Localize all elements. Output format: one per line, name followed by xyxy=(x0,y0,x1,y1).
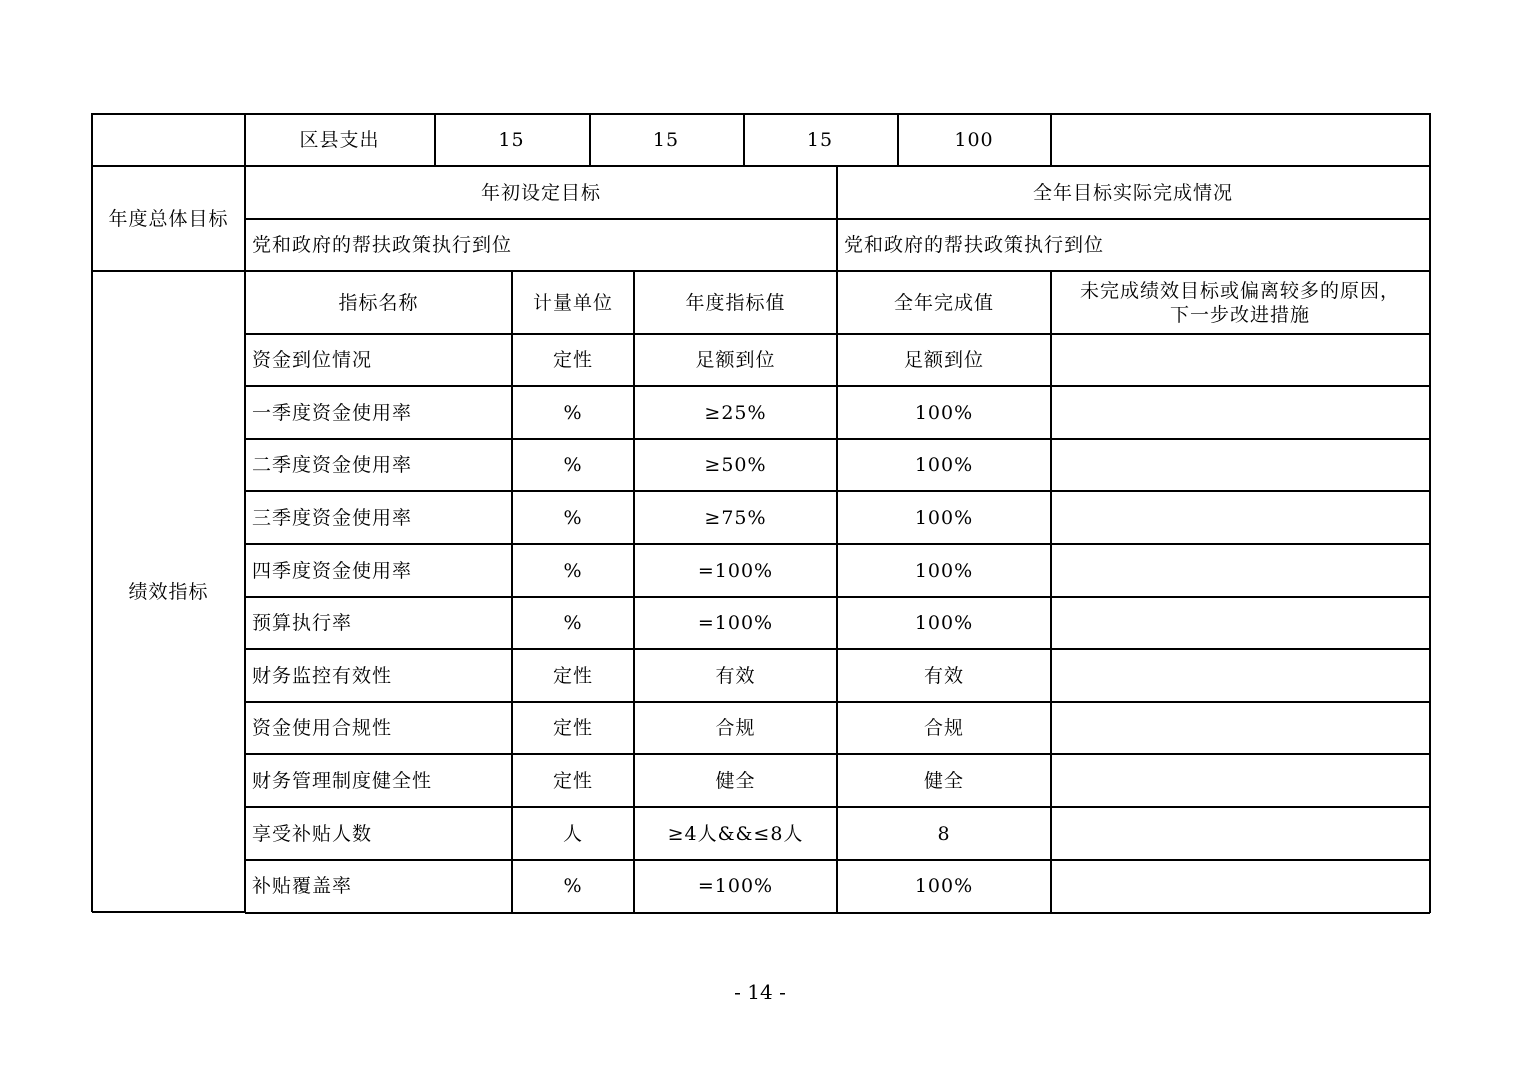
indicator-target: ≥50% xyxy=(704,454,767,476)
grid-line xyxy=(1050,113,1052,166)
indicator-target: =100% xyxy=(697,559,774,582)
annual-goal-label: 年度总体目标 xyxy=(108,207,229,230)
indicator-name: 资金到位情况 xyxy=(252,349,373,371)
indicator-done: 100% xyxy=(914,506,974,529)
indicator-reason xyxy=(1051,807,1429,860)
qx-value-2: 15 xyxy=(652,129,680,151)
indicator-done: 足额到位 xyxy=(903,349,984,371)
grid-line xyxy=(245,753,1430,755)
indicator-done: 100% xyxy=(914,454,974,476)
indicator-target: 健全 xyxy=(715,769,756,792)
indicator-unit: % xyxy=(563,559,583,582)
performance-label: 绩效指标 xyxy=(128,580,209,603)
header-reason xyxy=(1051,271,1429,334)
grid-line xyxy=(92,911,245,913)
indicator-done: 100% xyxy=(914,875,974,897)
grid-line xyxy=(92,165,1430,167)
indicator-target: ≥75% xyxy=(704,506,767,529)
indicator-reason xyxy=(1051,386,1429,439)
grid-line xyxy=(245,701,1430,703)
indicator-name: 补贴覆盖率 xyxy=(252,875,353,897)
indicator-done: 合规 xyxy=(923,717,964,739)
indicator-name: 预算执行率 xyxy=(252,612,353,634)
indicator-target: =100% xyxy=(697,875,774,897)
indicator-target: 足额到位 xyxy=(695,349,776,371)
indicator-reason xyxy=(1051,439,1429,491)
grid-line xyxy=(1429,113,1431,913)
grid-line xyxy=(245,543,1430,545)
grid-line xyxy=(511,270,513,913)
grid-line xyxy=(91,113,93,912)
indicator-target: ≥25% xyxy=(704,401,767,424)
header-unit: 计量单位 xyxy=(532,291,613,314)
indicator-name: 资金使用合规性 xyxy=(252,717,393,739)
indicator-name: 财务管理制度健全性 xyxy=(252,769,433,792)
grid-line xyxy=(92,113,1430,115)
grid-line xyxy=(633,270,635,913)
indicator-done: 100% xyxy=(914,559,974,582)
indicator-name: 享受补贴人数 xyxy=(252,822,373,845)
indicator-done: 有效 xyxy=(923,664,964,687)
indicator-name: 四季度资金使用率 xyxy=(252,559,413,582)
actual-goal-header: 全年目标实际完成情况 xyxy=(1032,181,1233,204)
grid-line xyxy=(743,113,745,166)
indicator-name: 财务监控有效性 xyxy=(252,664,393,687)
grid-line xyxy=(92,270,1430,272)
grid-line xyxy=(245,806,1430,808)
indicator-target: 有效 xyxy=(715,664,756,687)
indicator-reason xyxy=(1051,860,1429,912)
indicator-name: 一季度资金使用率 xyxy=(252,401,413,424)
qx-value-1: 15 xyxy=(498,129,525,151)
grid-line xyxy=(245,385,1430,387)
header-annual-target: 年度指标值 xyxy=(685,291,786,314)
indicator-done: 100% xyxy=(914,612,974,634)
indicator-reason xyxy=(1051,491,1429,544)
indicator-done: 健全 xyxy=(923,769,964,792)
indicator-unit: 人 xyxy=(562,822,583,845)
header-reason-line1: 未完成绩效目标或偏离较多的原因， xyxy=(1079,279,1400,302)
indicator-unit: % xyxy=(563,401,583,424)
grid-line xyxy=(245,438,1430,440)
row-label-qx: 区县支出 xyxy=(299,129,380,151)
indicator-unit: 定性 xyxy=(552,717,593,739)
header-reason-line2: 下一步改进措施 xyxy=(1169,303,1310,326)
indicator-unit: % xyxy=(563,454,583,476)
indicator-reason xyxy=(1051,702,1429,754)
qx-value-5 xyxy=(1051,114,1429,166)
grid-line xyxy=(245,859,1430,861)
header-indicator-name: 指标名称 xyxy=(338,291,419,314)
indicator-target: =100% xyxy=(697,612,774,634)
indicator-unit: % xyxy=(563,612,583,634)
qx-value-3: 15 xyxy=(806,129,834,151)
grid-line xyxy=(434,113,436,166)
grid-line xyxy=(589,113,591,166)
indicator-reason xyxy=(1051,597,1429,649)
indicator-reason xyxy=(1051,544,1429,597)
qx-value-4: 100 xyxy=(954,129,994,151)
indicator-done: 8 xyxy=(937,822,951,845)
indicator-unit: % xyxy=(563,506,583,529)
grid-line xyxy=(245,333,1430,335)
set-goal-text: 党和政府的帮扶政策执行到位 xyxy=(252,234,513,256)
indicator-unit: 定性 xyxy=(552,769,593,792)
indicator-unit: % xyxy=(563,875,583,897)
grid-line xyxy=(245,648,1430,650)
set-goal-header: 年初设定目标 xyxy=(480,181,601,204)
indicator-name: 三季度资金使用率 xyxy=(252,506,413,529)
page-number: - 14 - xyxy=(734,980,786,1004)
indicator-target: 合规 xyxy=(715,717,756,739)
indicator-done: 100% xyxy=(914,401,974,424)
grid-line xyxy=(836,270,838,913)
indicator-name: 二季度资金使用率 xyxy=(252,454,413,476)
indicator-reason xyxy=(1051,754,1429,807)
grid-line xyxy=(245,490,1430,492)
actual-goal-text: 党和政府的帮扶政策执行到位 xyxy=(844,234,1105,256)
grid-line xyxy=(244,113,246,913)
grid-line xyxy=(897,113,899,166)
grid-line xyxy=(245,596,1430,598)
header-full-year-value: 全年完成值 xyxy=(893,291,994,314)
grid-line xyxy=(836,165,838,271)
indicator-unit: 定性 xyxy=(552,664,593,687)
indicator-reason xyxy=(1051,649,1429,702)
indicator-reason xyxy=(1051,334,1429,386)
indicator-target: ≥4人&&≤8人 xyxy=(667,822,804,845)
grid-line xyxy=(245,218,1430,220)
grid-line xyxy=(245,912,1430,914)
grid-line xyxy=(1050,270,1052,913)
indicator-unit: 定性 xyxy=(552,349,593,371)
